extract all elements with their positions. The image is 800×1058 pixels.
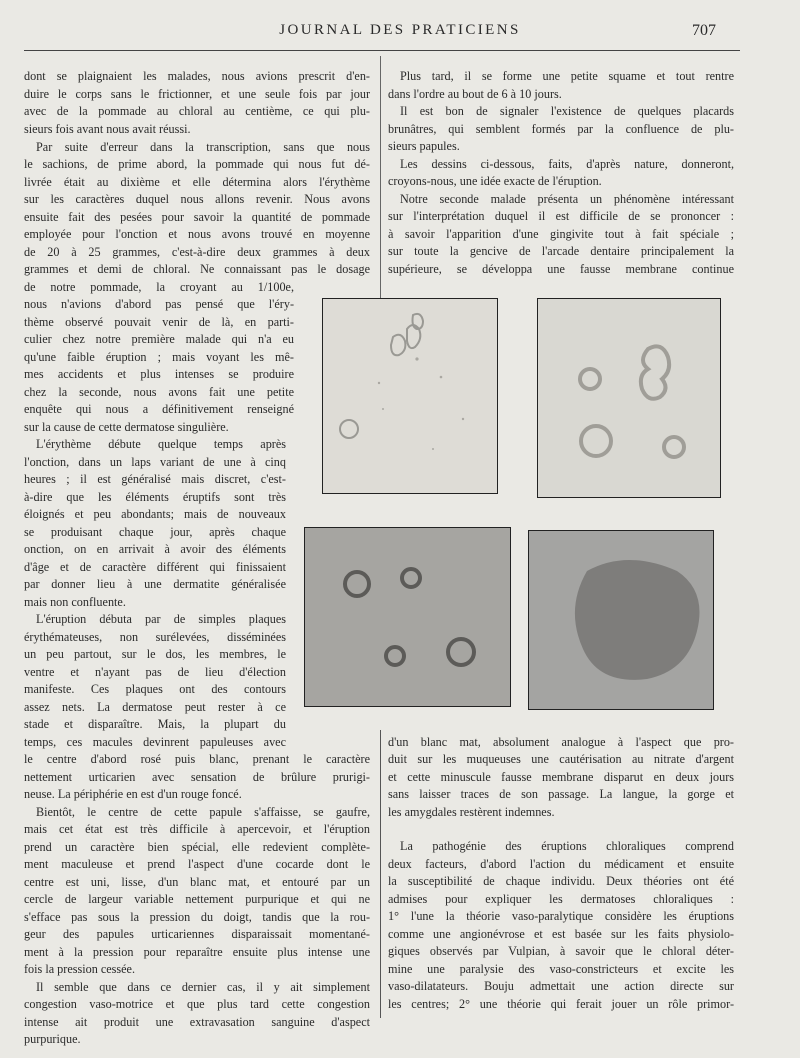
eruption-drawing-1: [322, 298, 498, 494]
text-line: temps, ces macules devinrent papuleuses avec: [24, 735, 286, 749]
text-line: prend un caractère bien spécial, elle redevient complète-: [24, 840, 370, 854]
text-line: la susceptibilité de chaque individu. Deux théories ont été: [388, 874, 734, 888]
text-line: fois la pression cessée.: [24, 962, 136, 976]
text-line: chez la seconde, nous avons fait une petite: [24, 385, 294, 399]
text-line: culier chez notre première malade qui n'a eu: [24, 332, 294, 346]
text-line: purpurique.: [24, 1032, 81, 1046]
text-line: neuse. La périphérie en est d'un rouge foncé.: [24, 787, 242, 801]
text-line: croyons-nous, une idée exacte de l'éruption.: [388, 174, 602, 188]
text-line: Les dessins ci-dessous, faits, d'après nature, donneront,: [400, 157, 734, 171]
text-line: employée pour l'onction et nous avons trouvé en moyenne: [24, 227, 370, 241]
text-line: stade et disparaître. Mais, la plupart du: [24, 717, 286, 731]
text-line: heures ; il est généralisé mais discret, c'est-: [24, 472, 286, 486]
text-line: Notre seconde malade présenta un phénomène intéressant: [400, 192, 734, 206]
text-line: les amygdales restèrent indemnes.: [388, 805, 555, 819]
text-line: mes accidents et plus intenses se produire: [24, 367, 294, 381]
text-line: sieurs papules.: [388, 139, 460, 153]
text-line: dans l'ordre au bout de 6 à 10 jours.: [388, 87, 562, 101]
text-line: de 20 à 25 grammes, c'est-à-dire deux grammes à deux: [24, 245, 370, 259]
text-line: intense ait produit une extravasation sanguine d'aspect: [24, 1015, 370, 1029]
text-line: ensuite fait des pesées pour savoir la quantité de pommade: [24, 210, 370, 224]
text-line: à savoir l'apparition d'une gingivite tout à fait spéciale ;: [388, 227, 734, 241]
text-line: enquête qui nous a définitivement renseigné: [24, 402, 294, 416]
text-line: ventre et n'ayant pas de lieu d'élection: [24, 665, 286, 679]
text-line: onction, on en arrivait à avoir des éléments: [24, 542, 286, 556]
text-line: supérieure, se développa une fausse membrane continue: [388, 262, 734, 276]
text-line: nettement urticarien avec sensation de brûlure prurigi-: [24, 770, 370, 784]
text-line: ment à la pression pour reparaître ensuite plus intense une: [24, 945, 370, 959]
text-line: les centres; 2° une théorie qui ferait jouer un rôle primor-: [388, 997, 734, 1011]
eruption-drawing-1-art: [323, 299, 497, 493]
text-line: avec de la pommade au chloral au centième, ce qui plu-: [24, 104, 370, 118]
eruption-drawing-4: [528, 530, 714, 710]
text-line: à-dire que les éléments éruptifs sont très: [24, 490, 286, 504]
text-line: cercle de largeur variable nettement purpurique et qui ne: [24, 892, 370, 906]
column-divider: [380, 56, 381, 318]
text-line: l'onction, dans un laps variant de une à cinq: [24, 455, 286, 469]
page-number: 707: [692, 22, 716, 39]
text-line: L'éruption débuta par de simples plaques: [36, 612, 286, 626]
text-line: sans laisser traces de son passage. La langue, la gorge et: [388, 787, 734, 801]
text-line: dont se plaignaient les malades, nous avions prescrit d'en-: [24, 69, 370, 83]
text-line: éloignés et peu abondants; mais de nouveaux: [24, 507, 286, 521]
text-line: giques observés par Vulpian, à savoir que le chloral déter-: [388, 944, 734, 958]
text-line: centre est uni, lisse, d'un blanc mat, et entouré par un: [24, 875, 370, 889]
text-line: par donner lieu à une dermatite généralisée: [24, 577, 286, 591]
text-line: duire le corps sans le frictionner, et une seule fois par jour: [24, 87, 370, 101]
text-line: L'érythème débute quelque temps après: [36, 437, 286, 451]
text-line: ment maculeuse et prend l'aspect d'une cocarde dont le: [24, 857, 370, 871]
text-line: Par suite d'erreur dans la transcription, sans que nous: [36, 140, 370, 154]
eruption-drawing-3: [304, 527, 511, 707]
text-line: érythémateuses, non surélevées, disséminées: [24, 630, 286, 644]
text-line: grammes et demi de chloral. Ne connaissant pas le dosage: [24, 262, 370, 276]
text-line: 1° l'une la théorie vaso-paralytique considère les éruptions: [388, 909, 734, 923]
column-divider: [380, 730, 381, 1018]
text-line: sur l'interprétation duquel il est difficile de se prononcer :: [388, 209, 734, 223]
text-line: de notre pommade, la croyant au 1/100e,: [24, 280, 294, 294]
text-line: le centre d'abord rosé puis blanc, prenant le caractère: [24, 752, 370, 766]
text-line: brunâtres, qui semblent formés par la confluence de plu-: [388, 122, 734, 136]
eruption-drawing-2-art: [538, 299, 720, 497]
text-line: et cette minuscule fausse membrane disparut en deux jours: [388, 770, 734, 784]
running-header: [0, 20, 800, 44]
text-line: livrée était au dixième et elle détermina alors l'érythème: [24, 175, 370, 189]
eruption-drawing-2: [537, 298, 721, 498]
text-line: le sachions, de prime abord, la pommade qui nous fut dé-: [24, 157, 370, 171]
header-rule: [24, 50, 740, 51]
text-line: nous n'avions d'abord pas pensé que l'éry-: [24, 297, 294, 311]
text-line: vaso-dilatateurs. Bouju admettait une action directe sur: [388, 979, 734, 993]
text-line: mine une paralysie des vaso-constricteurs et excite les: [388, 962, 734, 976]
text-line: sieurs fois avant nous avait réussi.: [24, 122, 191, 136]
eruption-drawing-3-art: [305, 528, 510, 706]
text-line: Il semble que dans ce dernier cas, il y ait simplement: [36, 980, 370, 994]
journal-title: JOURNAL DES PRATICIENS: [279, 22, 521, 38]
text-line: qu'une faible éruption ; mais voyant les mê-: [24, 350, 294, 364]
text-line: sur la cause de cette dermatose singulière.: [24, 420, 229, 434]
text-line: se produisant chaque jour, après chaque: [24, 525, 286, 539]
text-line: manifeste. Ces plaques ont des contours: [24, 682, 286, 696]
text-line: La pathogénie des éruptions chloraliques comprend: [400, 839, 734, 853]
text-line: congestion vaso-motrice et que plus tard cette congestion: [24, 997, 370, 1011]
text-line: duit sur les muqueuses une cautérisation au nitrate d'argent: [388, 752, 734, 766]
eruption-drawing-4-art: [529, 531, 713, 709]
text-line: mais cet état est très difficile à apercevoir, et l'éruption: [24, 822, 370, 836]
text-line: sur toute la gencive de l'arcade dentaire principalement la: [388, 244, 734, 258]
text-line: d'un blanc mat, absolument analogue à l'aspect que pro-: [388, 735, 734, 749]
text-line: d'âge et de caractère différent qui finissaient: [24, 560, 286, 574]
text-line: assez nets. La dermatose peut rester à ce: [24, 700, 286, 714]
text-line: deux facteurs, d'abord l'action du médicament et ensuite: [388, 857, 734, 871]
text-line: mais non confluente.: [24, 595, 126, 609]
text-line: Bientôt, le centre de cette papule s'affaisse, se gaufre,: [36, 805, 370, 819]
text-line: thème observé pouvait venir de là, en parti-: [24, 315, 294, 329]
text-line: geur des papules urticariennes disparaissait momentané-: [24, 927, 370, 941]
text-line: admises pour expliquer les dermatoses chloraliques :: [388, 892, 734, 906]
text-line: Il est bon de signaler l'existence de quelques placards: [400, 104, 734, 118]
text-line: un peu partout, sur le dos, les membres, le: [24, 647, 286, 661]
text-line: s'efface pas sous la pression du doigt, tandis que la rou-: [24, 910, 370, 924]
text-line: comme une angionévrose et est basée sur les faits physiolo-: [388, 927, 734, 941]
text-line: Plus tard, il se forme une petite squame et tout rentre: [400, 69, 734, 83]
text-line: sur les caractères duquel nous allons revenir. Nous avons: [24, 192, 370, 206]
